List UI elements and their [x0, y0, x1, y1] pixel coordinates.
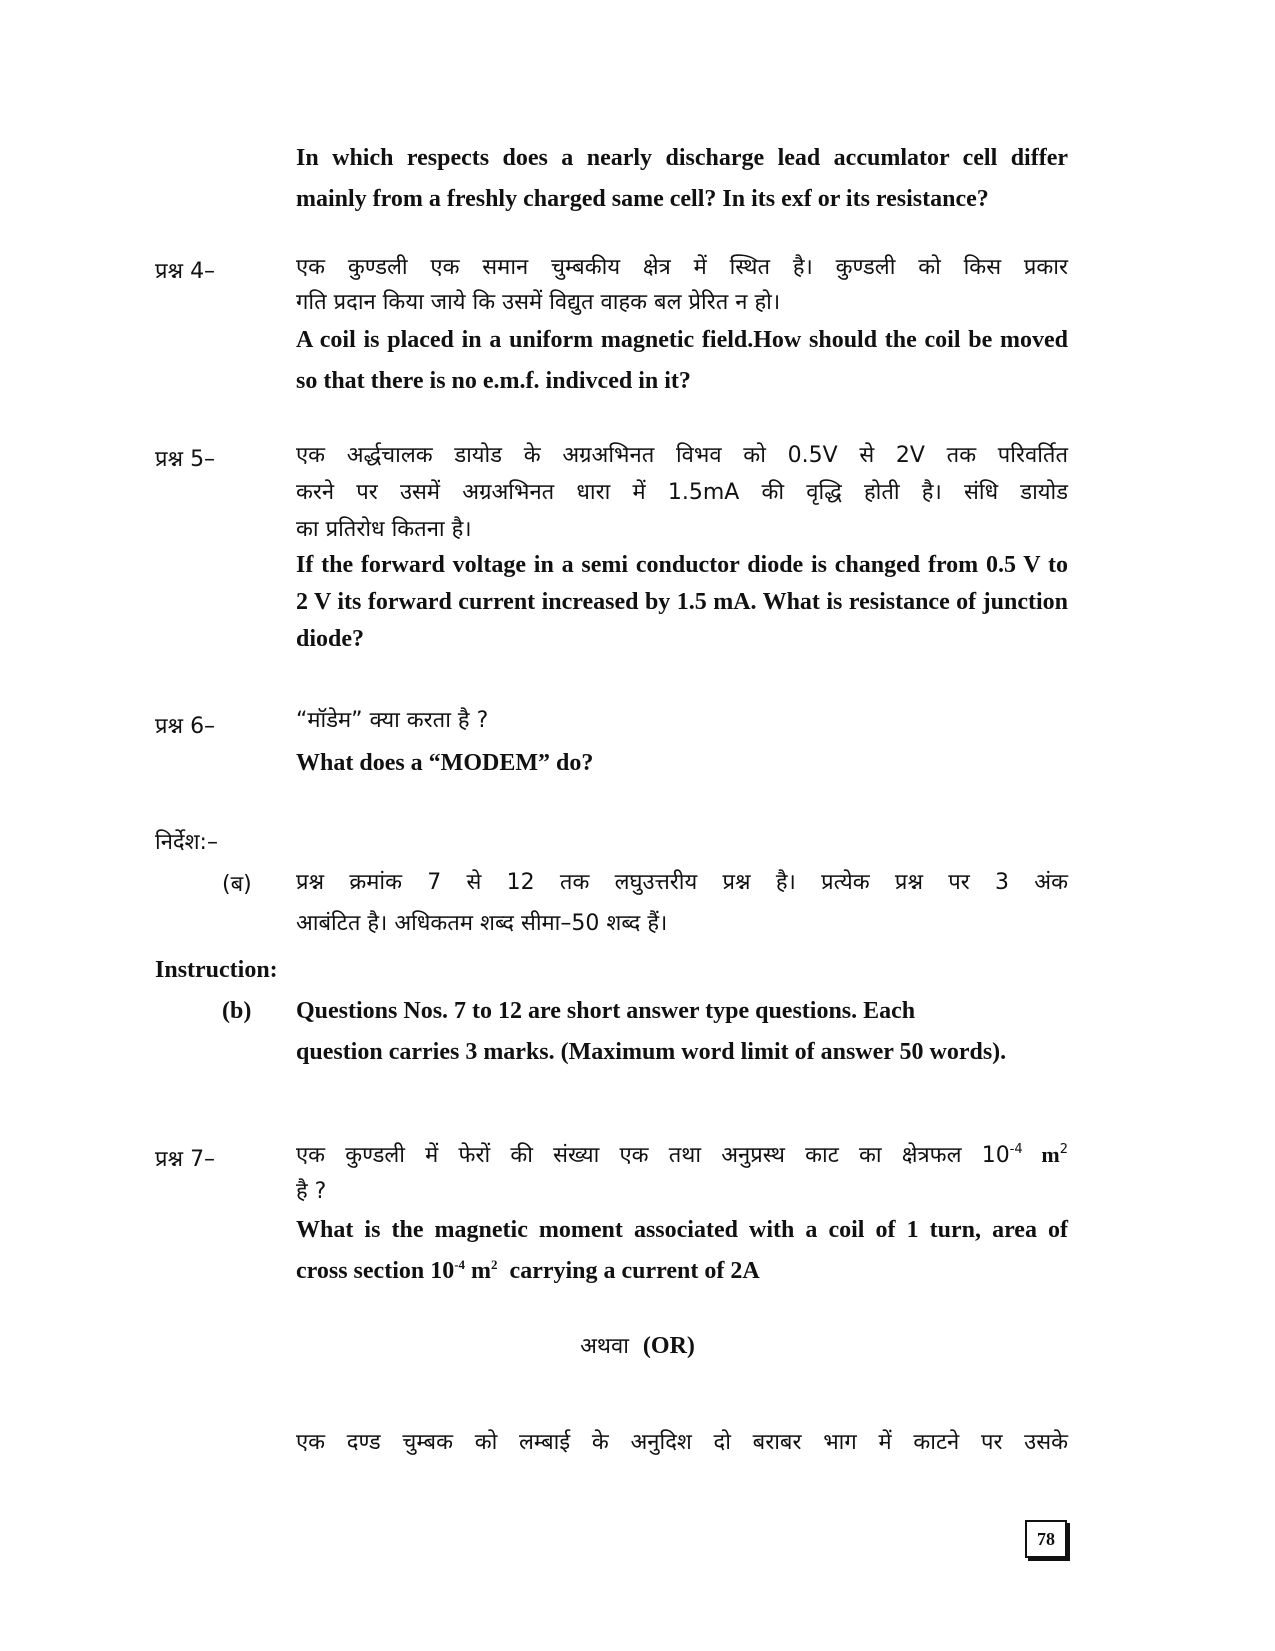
- page-number: 78: [1025, 1520, 1067, 1558]
- q6-english: What does a “MODEM” do?: [296, 750, 594, 776]
- q7-hindi: [296, 1137, 1068, 1210]
- q7-hi-exponent: -4: [1009, 1142, 1023, 1157]
- or-separator: [0, 1328, 1275, 1367]
- q7-or-hi-line-1: एक दण्ड चुम्बक को लम्बाई के अनुदिश दो बराबर भाग में काटने पर उसके: [296, 1430, 1068, 1455]
- q7-hi-text: एक कुण्डली में फेरों की संख्या एक तथा अनुप्रस्थ काट का क्षेत्रफल 10: [296, 1143, 1010, 1168]
- instruction-en-line-1: Questions Nos. 7 to 12 are short answer type questions. Each: [296, 998, 916, 1024]
- q7-or-hindi: [296, 1425, 1068, 1461]
- q7-hi-unit: m: [1022, 1142, 1060, 1167]
- q7-en-text-a: cross section 10: [296, 1258, 455, 1284]
- or-hindi: अथवा: [580, 1334, 629, 1359]
- or-english: (OR): [642, 1333, 695, 1359]
- q6-label: प्रश्न 6–: [155, 714, 216, 739]
- q4-hi-line-1: एक कुण्डली एक समान चुम्बकीय क्षेत्र में स्थित है। कुण्डली को किस प्रकार: [296, 255, 1068, 280]
- q5-hi-line-2: करने पर उसमें अग्रअभिनत धारा में 1.5mA की वृद्धि होती है। संधि डायोड: [296, 480, 1068, 505]
- instruction-hi-line-1: प्रश्न क्रमांक 7 से 12 तक लघुउत्तरीय प्रश्न है। प्रत्येक प्रश्न पर 3 अंक: [296, 870, 1068, 895]
- q3-en-line-1: In which respects does a nearly discharge lead accumlator cell differ: [296, 145, 1068, 171]
- q5-english: [296, 547, 1068, 658]
- q5-label: प्रश्न 5–: [155, 447, 216, 472]
- instruction-hindi-marker: (ब): [222, 872, 252, 897]
- q4-label: प्रश्न 4–: [155, 259, 216, 284]
- q3-english: [296, 138, 1068, 220]
- q7-en-line-2: [296, 1251, 1068, 1292]
- instruction-english: [296, 991, 1068, 1073]
- q3-en-line-2: mainly from a freshly charged same cell? In its exf or its resistance?: [296, 186, 989, 212]
- q7-en-exponent: -4: [454, 1257, 466, 1272]
- q4-hindi: [296, 250, 1068, 320]
- q7-en-text-b: carrying a current of 2A: [497, 1258, 760, 1284]
- instruction-hindi-heading: निर्देश:–: [155, 830, 218, 855]
- q7-en-unit: m: [465, 1258, 492, 1284]
- q5-hi-line-3: का प्रतिरोध कितना है।: [296, 517, 472, 542]
- instruction-hi-line-2: आबंटित है। अधिकतम शब्द सीमा–50 शब्द हैं।: [296, 911, 668, 936]
- q4-en-line-1: A coil is placed in a uniform magnetic field.How should the coil be moved: [296, 327, 1068, 353]
- q5-en-line-3: diode?: [296, 626, 365, 652]
- q4-en-line-2: so that there is no e.m.f. indivced in it?: [296, 368, 691, 394]
- q6-hindi: “मॉडेम” क्या करता है ?: [296, 708, 489, 733]
- instruction-hindi: [296, 862, 1068, 944]
- instruction-english-heading: Instruction:: [155, 957, 278, 983]
- q7-hi-unit-exponent: 2: [1059, 1142, 1068, 1157]
- q7-english: [296, 1210, 1068, 1292]
- q4-english: [296, 320, 1068, 402]
- q5-en-line-1: If the forward voltage in a semi conductor diode is changed from 0.5 V to: [296, 552, 1068, 578]
- q5-hi-line-1: एक अर्द्धचालक डायोड के अग्रअभिनत विभव को 0.5V से 2V तक परिवर्तित: [296, 443, 1068, 468]
- q7-en-unit-exponent: 2: [491, 1257, 498, 1272]
- q7-en-line-1: What is the magnetic moment associated with a coil of 1 turn, area of: [296, 1217, 1068, 1243]
- q5-en-line-2: 2 V its forward current increased by 1.5 mA. What is resistance of junction: [296, 589, 1068, 615]
- q7-hi-line-2: है ?: [296, 1179, 327, 1204]
- q4-hi-line-2: गति प्रदान किया जाये कि उसमें विद्युत वाहक बल प्रेरित न हो।: [296, 290, 781, 315]
- instruction-english-marker: (b): [222, 998, 252, 1024]
- q7-label: प्रश्न 7–: [155, 1147, 216, 1172]
- q5-hindi: [296, 437, 1068, 548]
- instruction-en-line-2: question carries 3 marks. (Maximum word limit of answer 50 words).: [296, 1039, 1007, 1065]
- q7-hi-line-1: [296, 1137, 1068, 1174]
